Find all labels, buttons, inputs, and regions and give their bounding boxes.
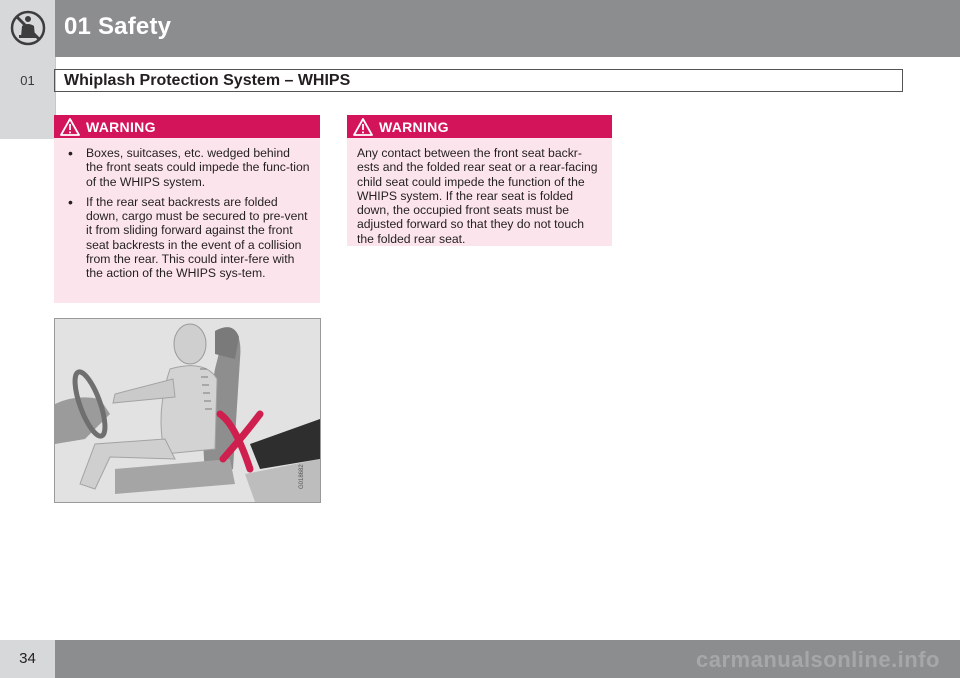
warning-text: Any contact between the front seat backr-ests and the folded rear seat or a rear-facing child seat could impede the function of the WHIPS system. If the rear seat is folded down, the occupied front seats must be adjusted forward so that they do not touch the folded rear seat. — [357, 146, 598, 246]
warning-bullet-list — [64, 146, 310, 281]
figure-code: G018682 — [299, 464, 305, 489]
section-title: Whiplash Protection System – WHIPS — [64, 72, 351, 89]
warning-title: WARNING — [379, 119, 449, 135]
warning-body — [347, 138, 612, 254]
warning-box-left — [54, 115, 320, 303]
crash-dummy-seat-illustration — [55, 319, 320, 502]
warning-triangle-icon — [60, 118, 80, 136]
whips-illustration — [54, 318, 321, 503]
chapter-side-tab — [0, 57, 56, 139]
warning-bullet: • If the rear seat backrests are folded down, cargo must be secured to pre-vent it from sliding forward against the front seat backrests in the event of a collision from the rear. This could inter-fere with the action of the WHIPS sys-tem. — [64, 195, 310, 281]
side-tab-label: 01 — [20, 73, 35, 88]
section-header — [54, 69, 903, 92]
page-number: 34 — [19, 650, 36, 667]
chapter-icon-box — [0, 0, 55, 57]
seatbelt-warning-icon — [10, 9, 46, 47]
warning-triangle-icon — [353, 118, 373, 136]
watermark: carmanualsonline.info — [696, 647, 940, 672]
warning-header — [347, 115, 612, 138]
warning-title: WARNING — [86, 119, 156, 135]
chapter-title: 01 Safety — [64, 13, 172, 40]
warning-body — [54, 138, 320, 295]
page-number-box — [0, 640, 55, 678]
warning-bullet: • Boxes, suitcases, etc. wedged behind the front seats could impede the func-tion of the WHIPS system. — [64, 146, 310, 189]
warning-header — [54, 115, 320, 138]
warning-box-right — [347, 115, 612, 246]
